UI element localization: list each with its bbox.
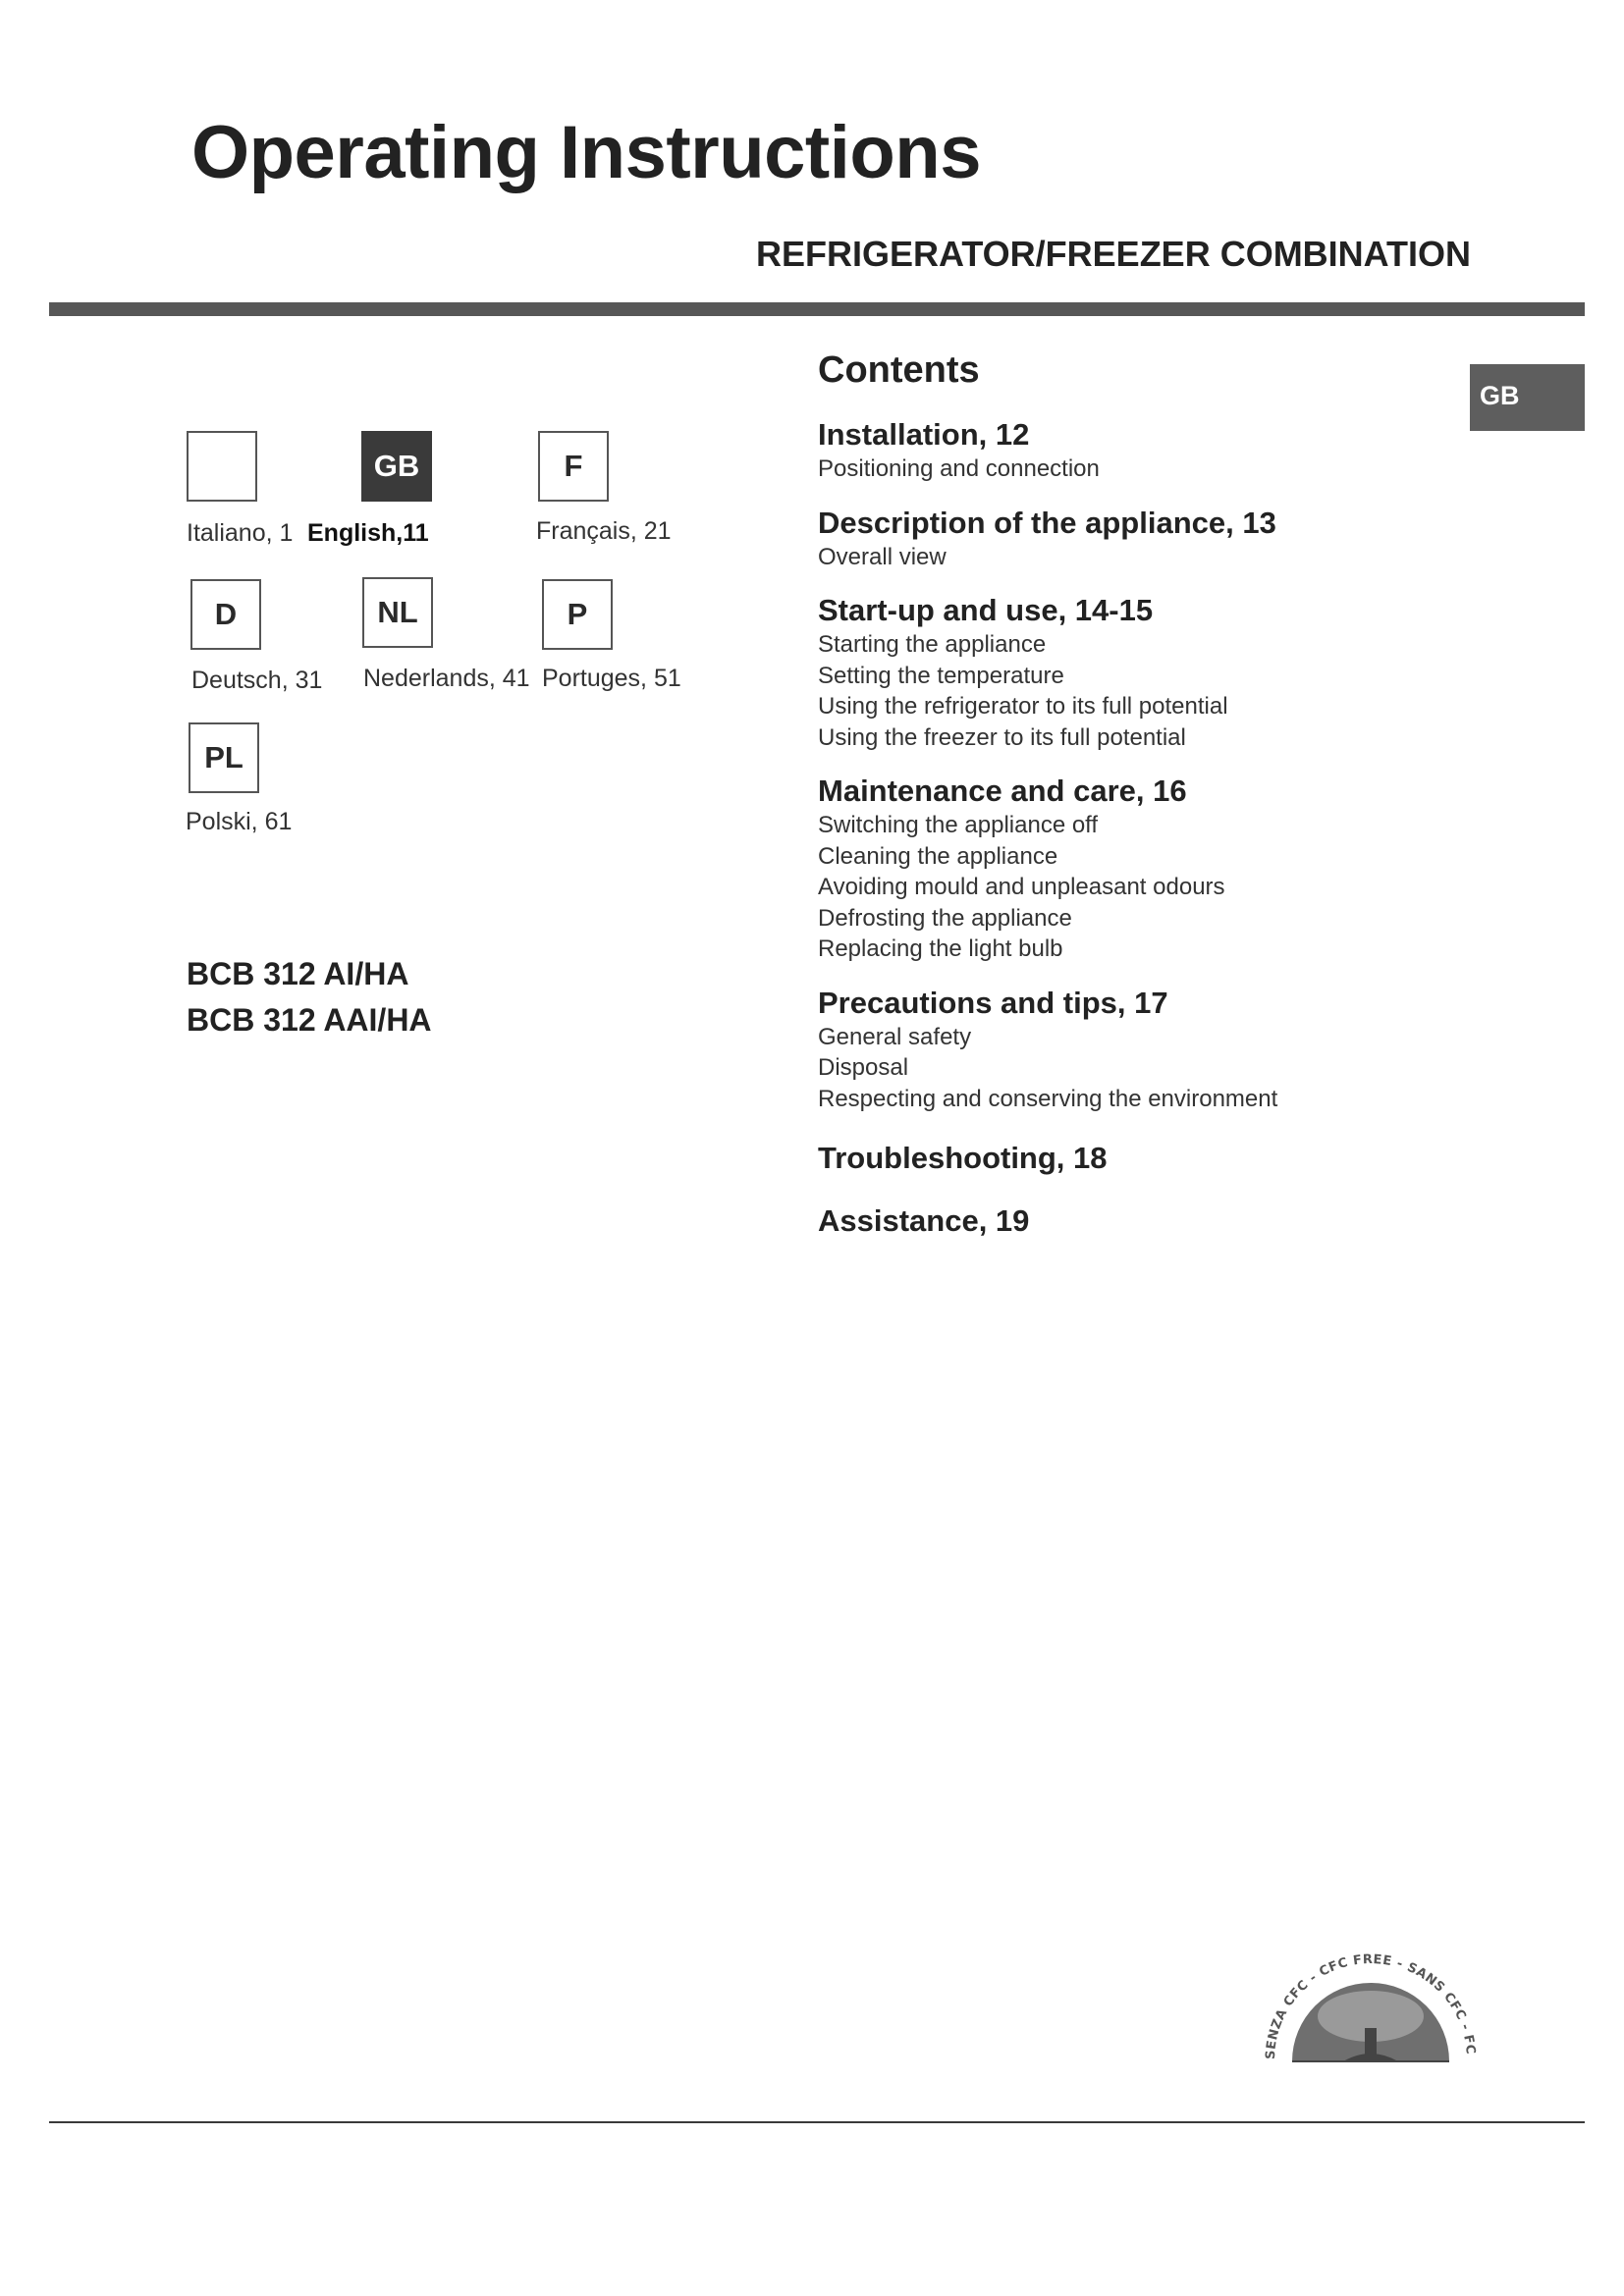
toc-section-startup	[818, 592, 1525, 753]
toc-heading[interactable]: Assistance, 19	[818, 1203, 1030, 1238]
cfc-free-logo	[1259, 1951, 1483, 2071]
toc-item[interactable]: Disposal	[818, 1054, 909, 1081]
toc-section-precautions	[818, 985, 1525, 1115]
toc-section-maintenance	[818, 773, 1525, 965]
model-number: BCB 312 AI/HA	[187, 956, 409, 991]
header-divider-bar	[49, 302, 1585, 316]
toc-item[interactable]: Cleaning the appliance	[818, 842, 1058, 870]
language-label-portuges: Portuges, 51	[542, 665, 681, 692]
tree-icon	[1259, 1951, 1483, 2071]
language-box-deutsch[interactable]: D	[190, 579, 261, 650]
language-label-polski: Polski, 61	[186, 808, 293, 835]
toc-section-assistance	[818, 1202, 1525, 1240]
language-box-polski[interactable]: PL	[189, 722, 259, 793]
toc-item[interactable]: Respecting and conserving the environment	[818, 1085, 1278, 1112]
toc-item[interactable]: Setting the temperature	[818, 662, 1064, 689]
toc-item[interactable]: General safety	[818, 1023, 972, 1050]
language-box-english[interactable]: GB	[361, 431, 432, 502]
toc-item[interactable]: Using the freezer to its full potential	[818, 723, 1186, 751]
toc-heading[interactable]: Precautions and tips, 17	[818, 985, 1168, 1020]
language-box-italiano[interactable]	[187, 431, 257, 502]
language-box-nederlands[interactable]: NL	[362, 577, 433, 648]
toc-heading[interactable]: Start-up and use, 14-15	[818, 593, 1154, 627]
language-label-english: English,11	[307, 519, 429, 547]
footer-divider	[49, 2121, 1585, 2123]
toc-item[interactable]: Using the refrigerator to its full potential	[818, 693, 1228, 720]
toc-heading[interactable]: Maintenance and care, 16	[818, 774, 1187, 808]
toc-item[interactable]: Overall view	[818, 543, 947, 570]
language-side-tab: GB	[1470, 364, 1585, 431]
toc-section-installation	[818, 416, 1525, 485]
toc-section-troubleshooting	[818, 1140, 1525, 1177]
language-label-francais: Français, 21	[536, 517, 672, 545]
toc-item[interactable]: Avoiding mould and unpleasant odours	[818, 874, 1225, 900]
toc-heading[interactable]: Description of the appliance, 13	[818, 505, 1276, 540]
toc-heading[interactable]: Troubleshooting, 18	[818, 1141, 1108, 1175]
toc-section-description	[818, 505, 1525, 573]
language-box-portuges[interactable]: P	[542, 579, 613, 650]
toc-heading[interactable]: Installation, 12	[818, 417, 1030, 452]
language-label-italiano: Italiano, 1	[187, 519, 294, 547]
toc-item[interactable]: Positioning and connection	[818, 455, 1100, 482]
toc-item[interactable]: Starting the appliance	[818, 631, 1047, 658]
toc-item[interactable]: Defrosting the appliance	[818, 904, 1072, 932]
language-label-nederlands: Nederlands, 41	[363, 665, 530, 692]
toc-item[interactable]: Switching the appliance off	[818, 812, 1099, 838]
language-box-francais[interactable]: F	[538, 431, 609, 502]
language-label-deutsch: Deutsch, 31	[191, 667, 323, 694]
table-of-contents	[818, 416, 1525, 1259]
logo-arc-text: SENZA CFC - CFC FREE - SANS CFC - FC	[1263, 1951, 1478, 2060]
contents-title: Contents	[818, 349, 980, 391]
model-number: BCB 312 AAI/HA	[187, 1002, 432, 1038]
toc-item[interactable]: Replacing the light bulb	[818, 935, 1063, 962]
page-subtitle: REFRIGERATOR/FREEZER COMBINATION	[756, 234, 1471, 274]
page-title: Operating Instructions	[191, 111, 981, 194]
